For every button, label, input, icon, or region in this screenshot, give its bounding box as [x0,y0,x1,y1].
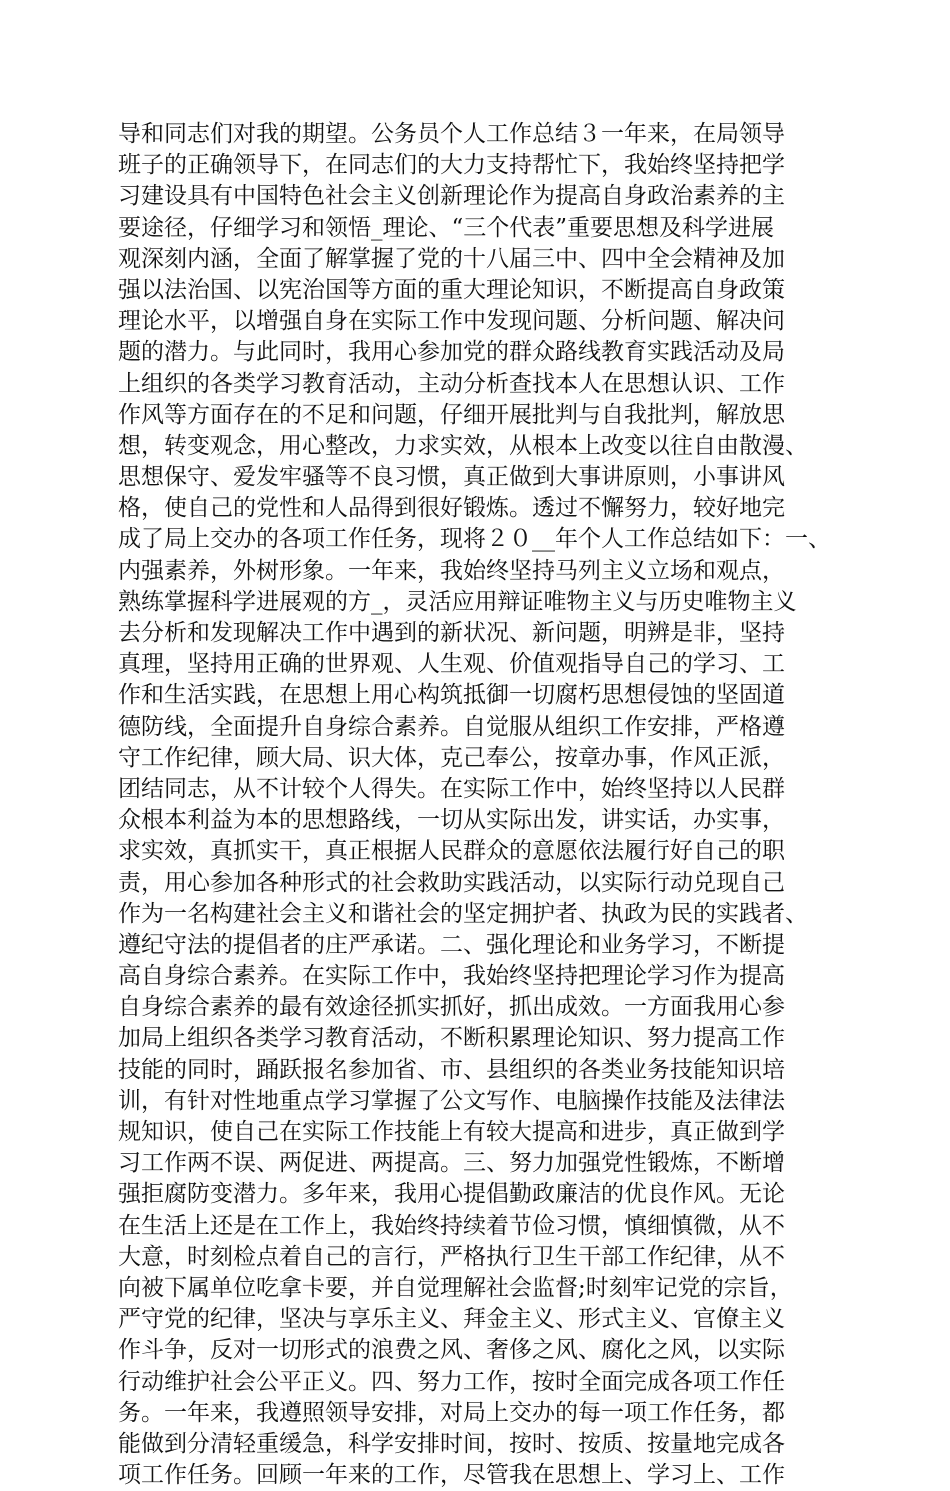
text-line: 习工作两不误、两促进、两提高。三、努力加强党性锻炼，不断增 [118,1150,785,1177]
text-line: 能做到分清轻重缓急，科学安排时间，按时、按质、按量地完成各 [118,1430,785,1457]
text-line: 强拒腐防变潜力。多年来，我用心提倡勤政廉洁的优良作风。无论 [118,1181,785,1208]
text-line: 项工作任务。回顾一年来的工作，尽管我在思想上、学习上、工作 [118,1462,785,1489]
text-line: 大意，时刻检点着自己的言行，严格执行卫生干部工作纪律，从不 [118,1243,785,1270]
text-line: 题的潜力。与此同时，我用心参加党的群众路线教育实践活动及局 [118,339,785,366]
text-line: 加局上组织各类学习教育活动，不断积累理论知识、努力提高工作 [118,1025,785,1052]
text-line: 想，转变观念，用心整改，力求实效，从根本上改变以往自由散漫、 [118,432,808,459]
text-line: 训，有针对性地重点学习掌握了公文写作、电脑操作技能及法律法 [118,1087,785,1114]
text-line: 思想保守、爱发牢骚等不良习惯，真正做到大事讲原则，小事讲风 [118,464,785,491]
text-line: 习建设具有中国特色社会主义创新理论作为提高自身政治素养的主 [118,183,785,210]
text-line: 规知识，使自己在实际工作技能上有较大提高和进步，真正做到学 [118,1119,785,1145]
text-line: 格，使自己的党性和人品得到很好锻炼。透过不懈努力，较好地完 [118,495,785,522]
text-line: 严守党的纪律，坚决与享乐主义、拜金主义、形式主义、官僚主义 [118,1306,785,1333]
text-line: 熟练掌握科学进展观的方_，灵活应用辩证唯物主义与历史唯物主义 [118,588,797,615]
text-line: 德防线，全面提升自身综合素养。自觉服从组织工作安排，严格遵 [118,713,785,740]
text-line: 务。一年来，我遵照领导安排，对局上交办的每一项工作任务，都 [118,1399,785,1426]
text-line: 技能的同时，踊跃报名参加省、市、县组织的各类业务技能知识培 [118,1056,785,1083]
text-line: 作斗争，反对一切形式的浪费之风、奢侈之风、腐化之风，以实际 [118,1337,785,1364]
text-line: 强以法治国、以宪治国等方面的重大理论知识，不断提高自身政策 [118,276,785,303]
text-line: 真理，坚持用正确的世界观、人生观、价值观指导自己的学习、工 [118,651,785,678]
text-line: 理论水平，以增强自身在实际工作中发现问题、分析问题、解决问 [118,308,785,335]
text-line: 观深刻内涵，全面了解掌握了党的十八届三中、四中全会精神及加 [118,245,785,272]
body-text [118,119,838,1491]
text-line: 成了局上交办的各项工作任务，现将２０__年个人工作总结如下：一、 [118,526,831,553]
text-line: 作和生活实践，在思想上用心构筑抵御一切腐朽思想侵蚀的坚固道 [118,682,785,709]
text-line: 团结同志，从不计较个人得失。在实际工作中，始终坚持以人民群 [118,775,785,802]
text-line: 在生活上还是在工作上，我始终持续着节俭习惯，慎细慎微，从不 [118,1212,785,1239]
text-line: 求实效，真抓实干，真正根据人民群众的意愿依法履行好自己的职 [118,838,785,865]
text-line: 遵纪守法的提倡者的庄严承诺。二、强化理论和业务学习，不断提 [118,931,785,958]
text-line: 作风等方面存在的不足和问题，仔细开展批判与自我批判，解放思 [118,401,785,428]
text-line: 去分析和发现解决工作中遇到的新状况、新问题，明辨是非，坚持 [118,620,785,646]
text-line: 上组织的各类学习教育活动，主动分析查找本人在思想认识、工作 [118,370,785,397]
text-line: 向被下属单位吃拿卡要，并自觉理解社会监督;时刻牢记党的宗旨， [118,1274,793,1301]
text-line: 导和同志们对我的期望。公务员个人工作总结３一年来，在局领导 [118,121,785,147]
text-line: 要途径，仔细学习和领悟_理论、“三个代表”重要思想及科学进展 [118,214,775,241]
text-line: 众根本利益为本的思想路线，一切从实际出发，讲实话，办实事， [118,807,785,834]
text-line: 高自身综合素养。在实际工作中，我始终坚持把理论学习作为提高 [118,963,785,990]
text-line: 自身综合素养的最有效途径抓实抓好，抓出成效。一方面我用心参 [118,994,785,1021]
text-line: 内强素养，外树形象。一年来，我始终坚持马列主义立场和观点， [118,557,785,584]
text-line: 守工作纪律，顾大局、识大体，克己奉公，按章办事，作风正派， [118,744,785,771]
text-line: 作为一名构建社会主义和谐社会的坚定拥护者、执政为民的实践者、 [118,900,808,927]
text-line: 责，用心参加各种形式的社会救助实践活动，以实际行动兑现自己 [118,869,785,896]
text-line: 班子的正确领导下，在同志们的大力支持帮忙下，我始终坚持把学 [118,152,785,179]
text-line: 行动维护社会公平正义。四、努力工作，按时全面完成各项工作任 [118,1368,785,1395]
